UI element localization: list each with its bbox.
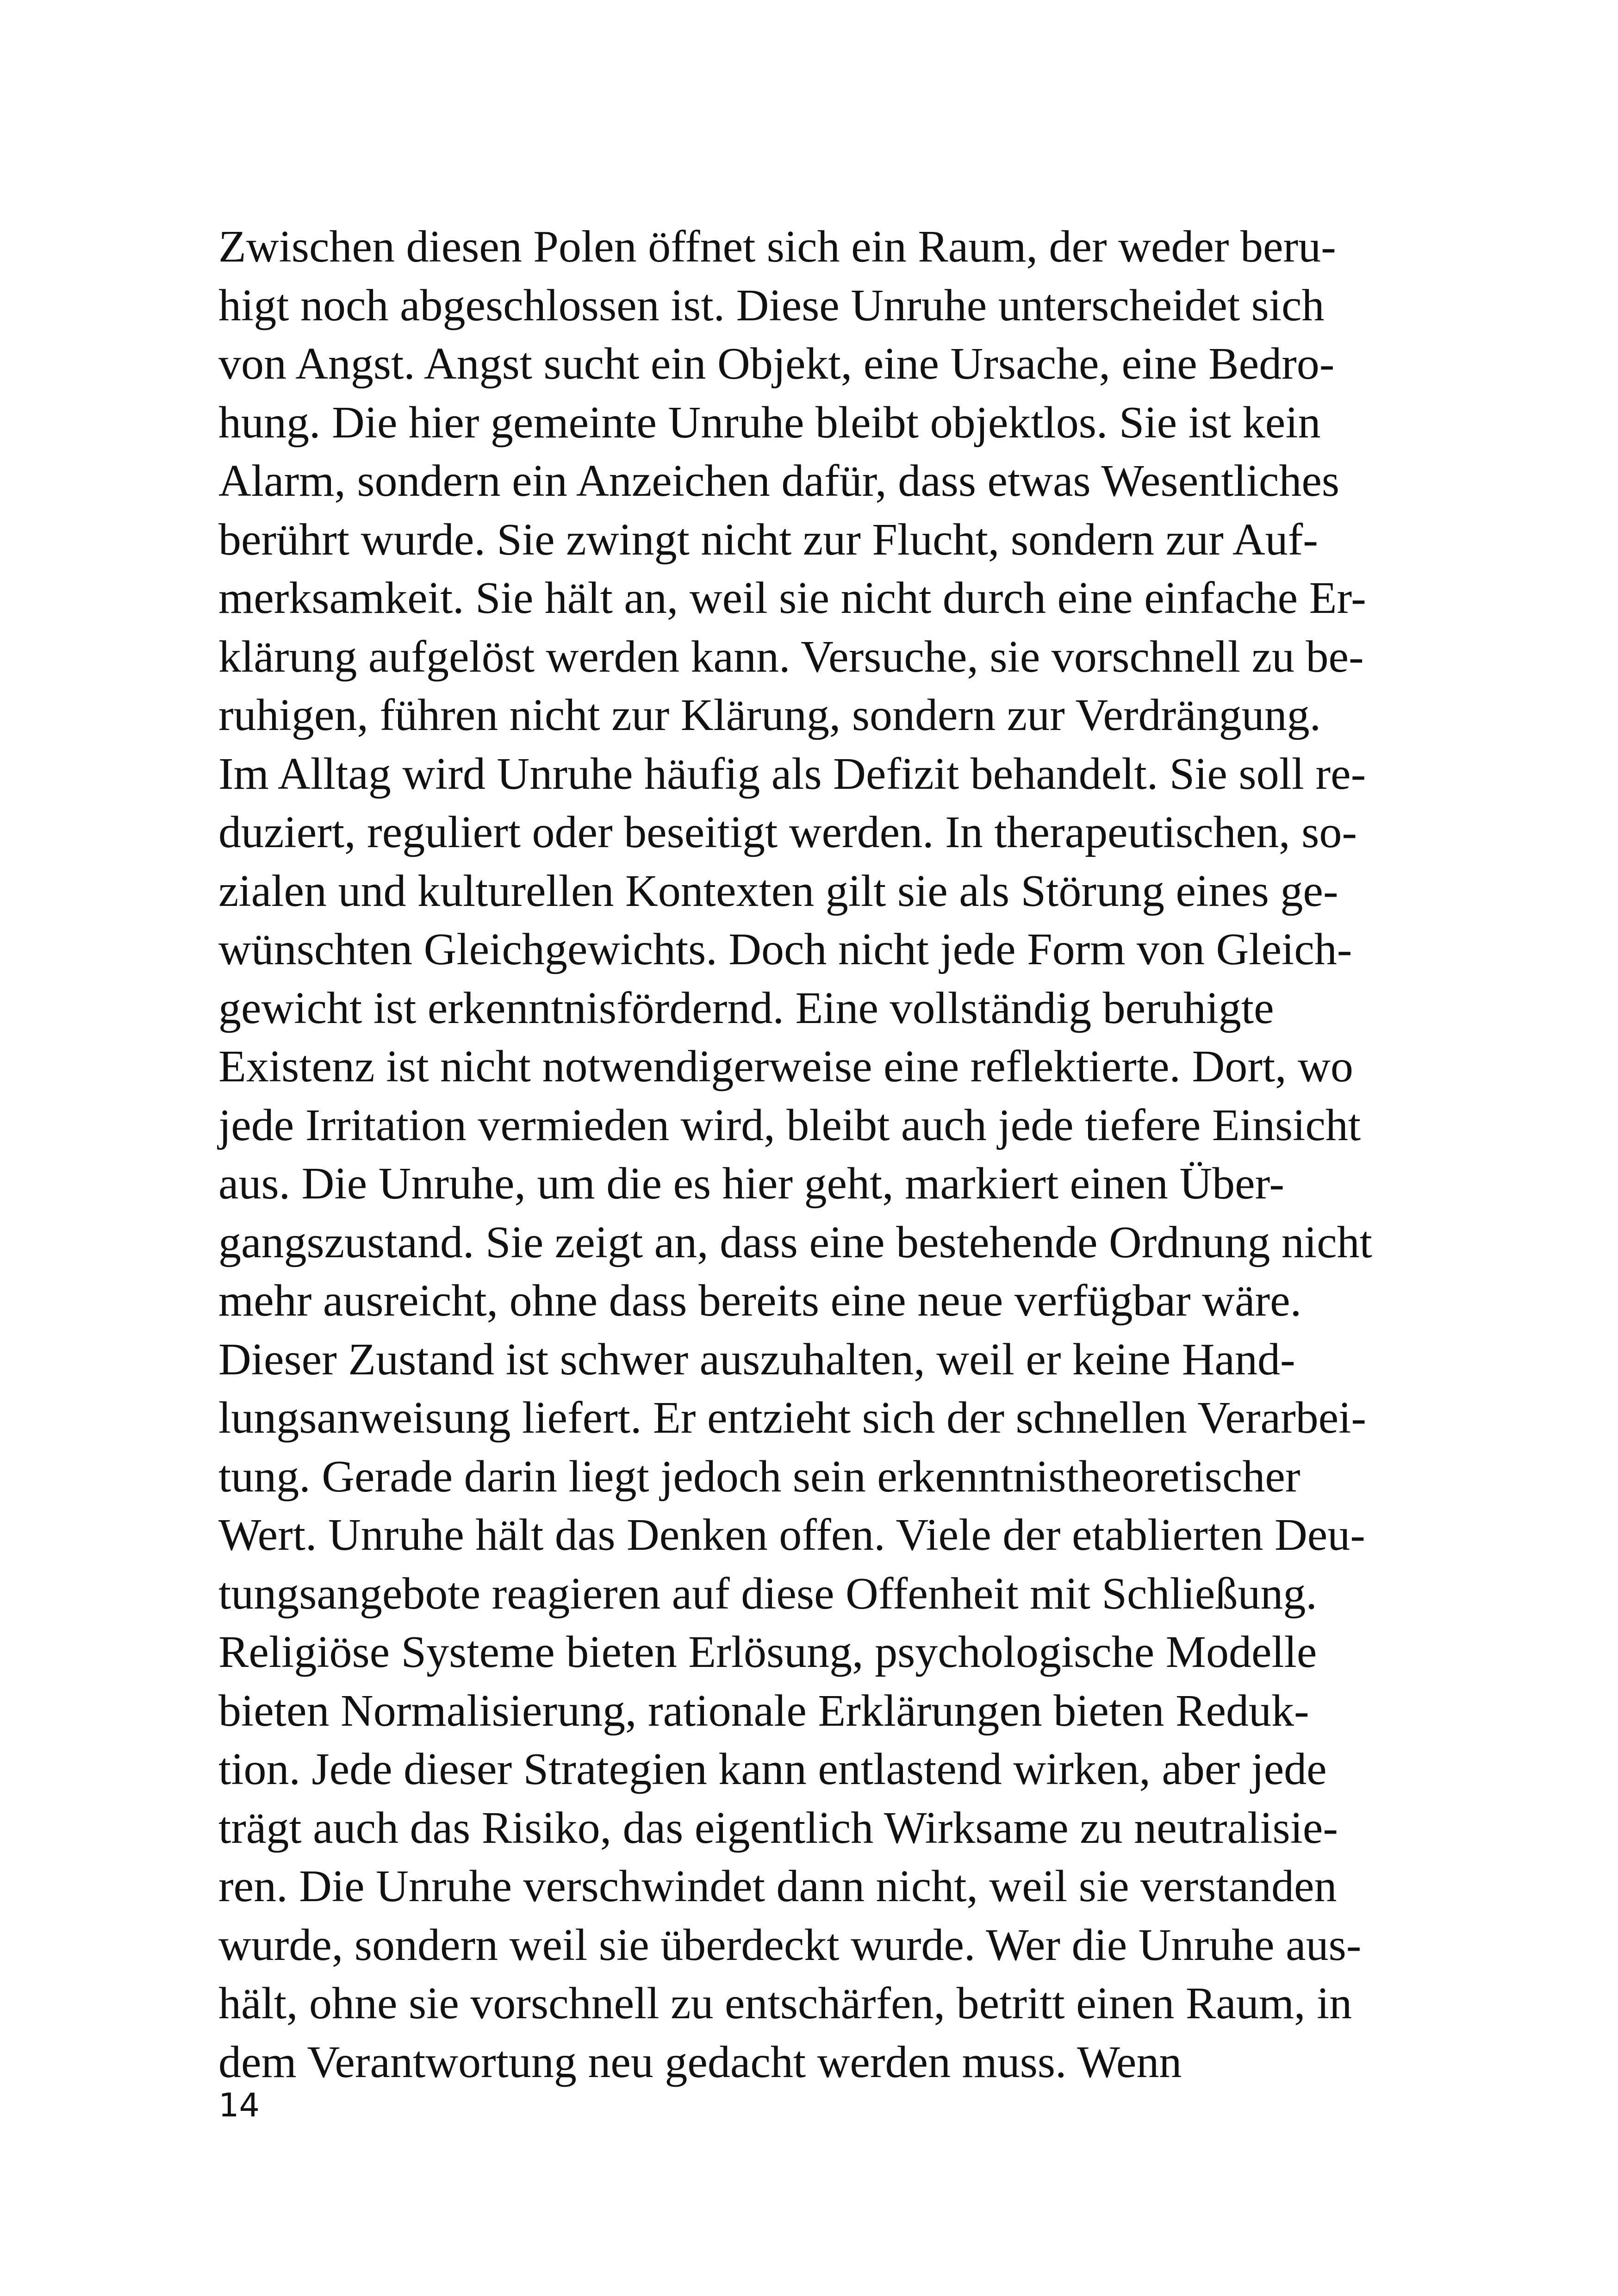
text-line: trägt auch das Risiko, das eigentlich Wirksame zu neutralisie- <box>218 1803 1338 1853</box>
text-line: wünschten Gleichgewichts. Doch nicht jede Form von Gleich- <box>218 924 1352 974</box>
text-line: mehr ausreicht, ohne dass bereits eine neue verfügbar wäre. <box>218 1276 1302 1326</box>
text-line: higt noch abgeschlossen ist. Diese Unruhe unterscheidet sich <box>218 280 1325 331</box>
text-line: dem Verantwortung neu gedacht werden muss. Wenn <box>218 2037 1182 2087</box>
text-line: duziert, reguliert oder beseitigt werden. In therapeutischen, so- <box>218 807 1357 857</box>
text-line: Alarm, sondern ein Anzeichen dafür, dass etwas Wesentliches <box>218 456 1340 506</box>
text-line: gangszustand. Sie zeigt an, dass eine bestehende Ordnung nicht <box>218 1217 1372 1267</box>
text-line: von Angst. Angst sucht ein Objekt, eine Ursache, eine Bedro- <box>218 339 1335 389</box>
text-line: jede Irritation vermieden wird, bleibt auch jede tiefere Einsicht <box>218 1100 1361 1150</box>
text-line: Religiöse Systeme bieten Erlösung, psychologische Modelle <box>218 1627 1317 1677</box>
page-number: 14 <box>218 2086 260 2124</box>
text-line: gewicht ist erkenntnisfördernd. Eine vollständig beruhigte <box>218 983 1274 1033</box>
text-line: berührt wurde. Sie zwingt nicht zur Flucht, sondern zur Auf- <box>218 514 1318 565</box>
text-line: zialen und kulturellen Kontexten gilt sie als Störung eines ge- <box>218 866 1338 916</box>
body-text <box>218 218 1440 2091</box>
text-line: hält, ohne sie vorschnell zu entschärfen, betritt einen Raum, in <box>218 1978 1352 2028</box>
text-line: Existenz ist nicht notwendigerweise eine reflektierte. Dort, wo <box>218 1042 1353 1092</box>
text-line: bieten Normalisierung, rationale Erklärungen bieten Reduk- <box>218 1685 1309 1736</box>
text-line: aus. Die Unruhe, um die es hier geht, markiert einen Über- <box>218 1159 1284 1209</box>
text-line: Im Alltag wird Unruhe häufig als Defizit behandelt. Sie soll re- <box>218 749 1366 799</box>
text-line: klärung aufgelöst werden kann. Versuche, sie vorschnell zu be- <box>218 631 1364 682</box>
text-line: tung. Gerade darin liegt jedoch sein erkenntnistheoretischer <box>218 1451 1301 1502</box>
text-line: ren. Die Unruhe verschwindet dann nicht, weil sie verstanden <box>218 1861 1337 1911</box>
text-line: tion. Jede dieser Strategien kann entlastend wirken, aber jede <box>218 1744 1327 1794</box>
text-line: tungsangebote reagieren auf diese Offenheit mit Schließung. <box>218 1568 1317 1619</box>
text-line: lungsanweisung liefert. Er entzieht sich der schnellen Verarbei- <box>218 1393 1366 1443</box>
text-line: Wert. Unruhe hält das Denken offen. Viele der etablierten Deu- <box>218 1510 1365 1560</box>
text-line: hung. Die hier gemeinte Unruhe bleibt objektlos. Sie ist kein <box>218 397 1321 448</box>
text-line: merksamkeit. Sie hält an, weil sie nicht durch eine einfache Er- <box>218 573 1366 623</box>
text-line: ruhigen, führen nicht zur Klärung, sondern zur Verdrängung. <box>218 690 1321 740</box>
text-line: Zwischen diesen Polen öffnet sich ein Raum, der weder beru- <box>218 222 1336 272</box>
text-line: Dieser Zustand ist schwer auszuhalten, weil er keine Hand- <box>218 1334 1295 1385</box>
text-line: wurde, sondern weil sie überdeckt wurde. Wer die Unruhe aus- <box>218 1920 1362 1970</box>
